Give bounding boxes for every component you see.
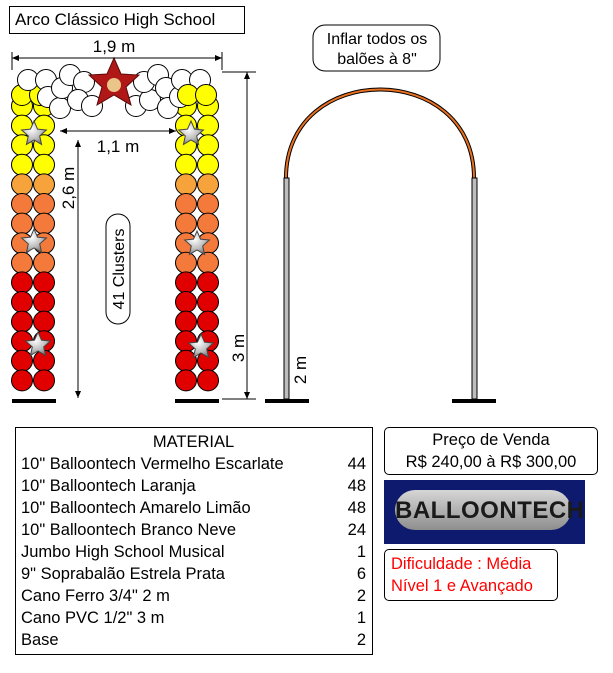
material-qty: 1 — [356, 609, 366, 627]
material-qty: 48 — [347, 499, 366, 517]
balloon — [34, 213, 55, 234]
material-row — [21, 585, 366, 607]
difficulty-box — [384, 549, 558, 601]
material-qty: 1 — [356, 543, 366, 561]
balloon — [176, 370, 197, 391]
inflate-note-line1: Inflar todos os — [326, 31, 428, 48]
material-row — [21, 563, 366, 585]
material-list — [15, 427, 373, 655]
balloon — [176, 174, 197, 195]
balloontech-logo — [384, 480, 585, 544]
balloon — [198, 370, 219, 391]
balloon — [176, 311, 197, 332]
material-qty: 24 — [347, 521, 366, 539]
balloon — [176, 194, 197, 215]
balloon — [12, 194, 33, 215]
balloon — [12, 311, 33, 332]
clusters-label: 41 Clusters — [111, 228, 128, 310]
balloon — [34, 194, 55, 215]
balloon — [12, 292, 33, 313]
balloon — [176, 292, 197, 313]
material-row — [21, 497, 366, 519]
material-qty: 48 — [347, 477, 366, 495]
material-heading: MATERIAL — [152, 433, 235, 451]
balloon — [176, 272, 197, 293]
balloon — [198, 194, 219, 215]
label-height-total: 3 m — [229, 333, 248, 363]
material-name: Cano Ferro 3/4" 2 m — [21, 587, 170, 605]
balloon — [198, 311, 219, 332]
balloon — [34, 311, 55, 332]
balloon — [34, 292, 55, 313]
balloon — [198, 272, 219, 293]
difficulty-line1: Dificuldade : Média — [391, 555, 532, 573]
label-pole-height: 2 m — [291, 355, 310, 385]
material-row — [21, 519, 366, 541]
balloon — [34, 272, 55, 293]
balloon — [198, 135, 219, 156]
inflate-note-line2: balões à 8" — [337, 51, 417, 68]
balloon — [12, 213, 33, 234]
balloon — [198, 174, 219, 195]
material-name: Jumbo High School Musical — [21, 543, 225, 561]
dimension-width-inner — [60, 128, 176, 134]
balloon — [198, 154, 219, 175]
balloon — [34, 252, 55, 273]
balloon — [198, 292, 219, 313]
logo-pill — [395, 490, 585, 530]
material-qty: 2 — [356, 587, 366, 605]
label-width-total: 1,9 m — [92, 37, 136, 56]
balloon — [12, 370, 33, 391]
balloon — [196, 85, 217, 106]
balloon — [12, 154, 33, 175]
balloon — [12, 174, 33, 195]
material-row — [21, 607, 366, 629]
material-row — [21, 453, 366, 475]
label-height-arch: 2,6 m — [59, 166, 78, 210]
material-row — [21, 629, 366, 651]
price-range: R$ 240,00 à R$ 300,00 — [405, 453, 577, 471]
balloon — [34, 154, 55, 175]
logo-text: BALLOONTECH — [395, 497, 585, 524]
label-width-inner: 1,1 m — [96, 137, 140, 156]
price-box — [384, 427, 598, 475]
material-qty: 2 — [356, 631, 366, 649]
balloon — [176, 213, 197, 234]
balloon — [176, 331, 197, 352]
material-qty: 6 — [356, 565, 366, 583]
material-name: 10" Balloontech Laranja — [21, 477, 196, 495]
material-name: 10" Balloontech Amarelo Limão — [21, 499, 251, 517]
price-label: Preço de Venda — [432, 431, 550, 449]
material-qty: 44 — [347, 455, 366, 473]
difficulty-line2: Nível 1 e Avançado — [391, 577, 533, 595]
right-arch-base — [175, 399, 219, 403]
material-row — [21, 541, 366, 563]
balloon — [12, 252, 33, 273]
balloon — [12, 350, 33, 371]
balloon — [34, 174, 55, 195]
page-title: Arco Clássico High School — [9, 6, 245, 34]
material-row — [21, 475, 366, 497]
balloon — [176, 350, 197, 371]
balloon — [198, 252, 219, 273]
balloon — [198, 213, 219, 234]
balloon — [34, 370, 55, 391]
balloon — [176, 252, 197, 273]
material-name: 10" Balloontech Branco Neve — [21, 521, 236, 539]
material-name: Cano PVC 1/2" 3 m — [21, 609, 165, 627]
balloon — [176, 154, 197, 175]
material-name: 9" Soprabalão Estrela Prata — [21, 565, 225, 583]
material-name: Base — [21, 631, 59, 649]
left-arch-base — [12, 399, 56, 403]
balloon — [12, 272, 33, 293]
material-name: 10" Balloontech Vermelho Escarlate — [21, 455, 284, 473]
